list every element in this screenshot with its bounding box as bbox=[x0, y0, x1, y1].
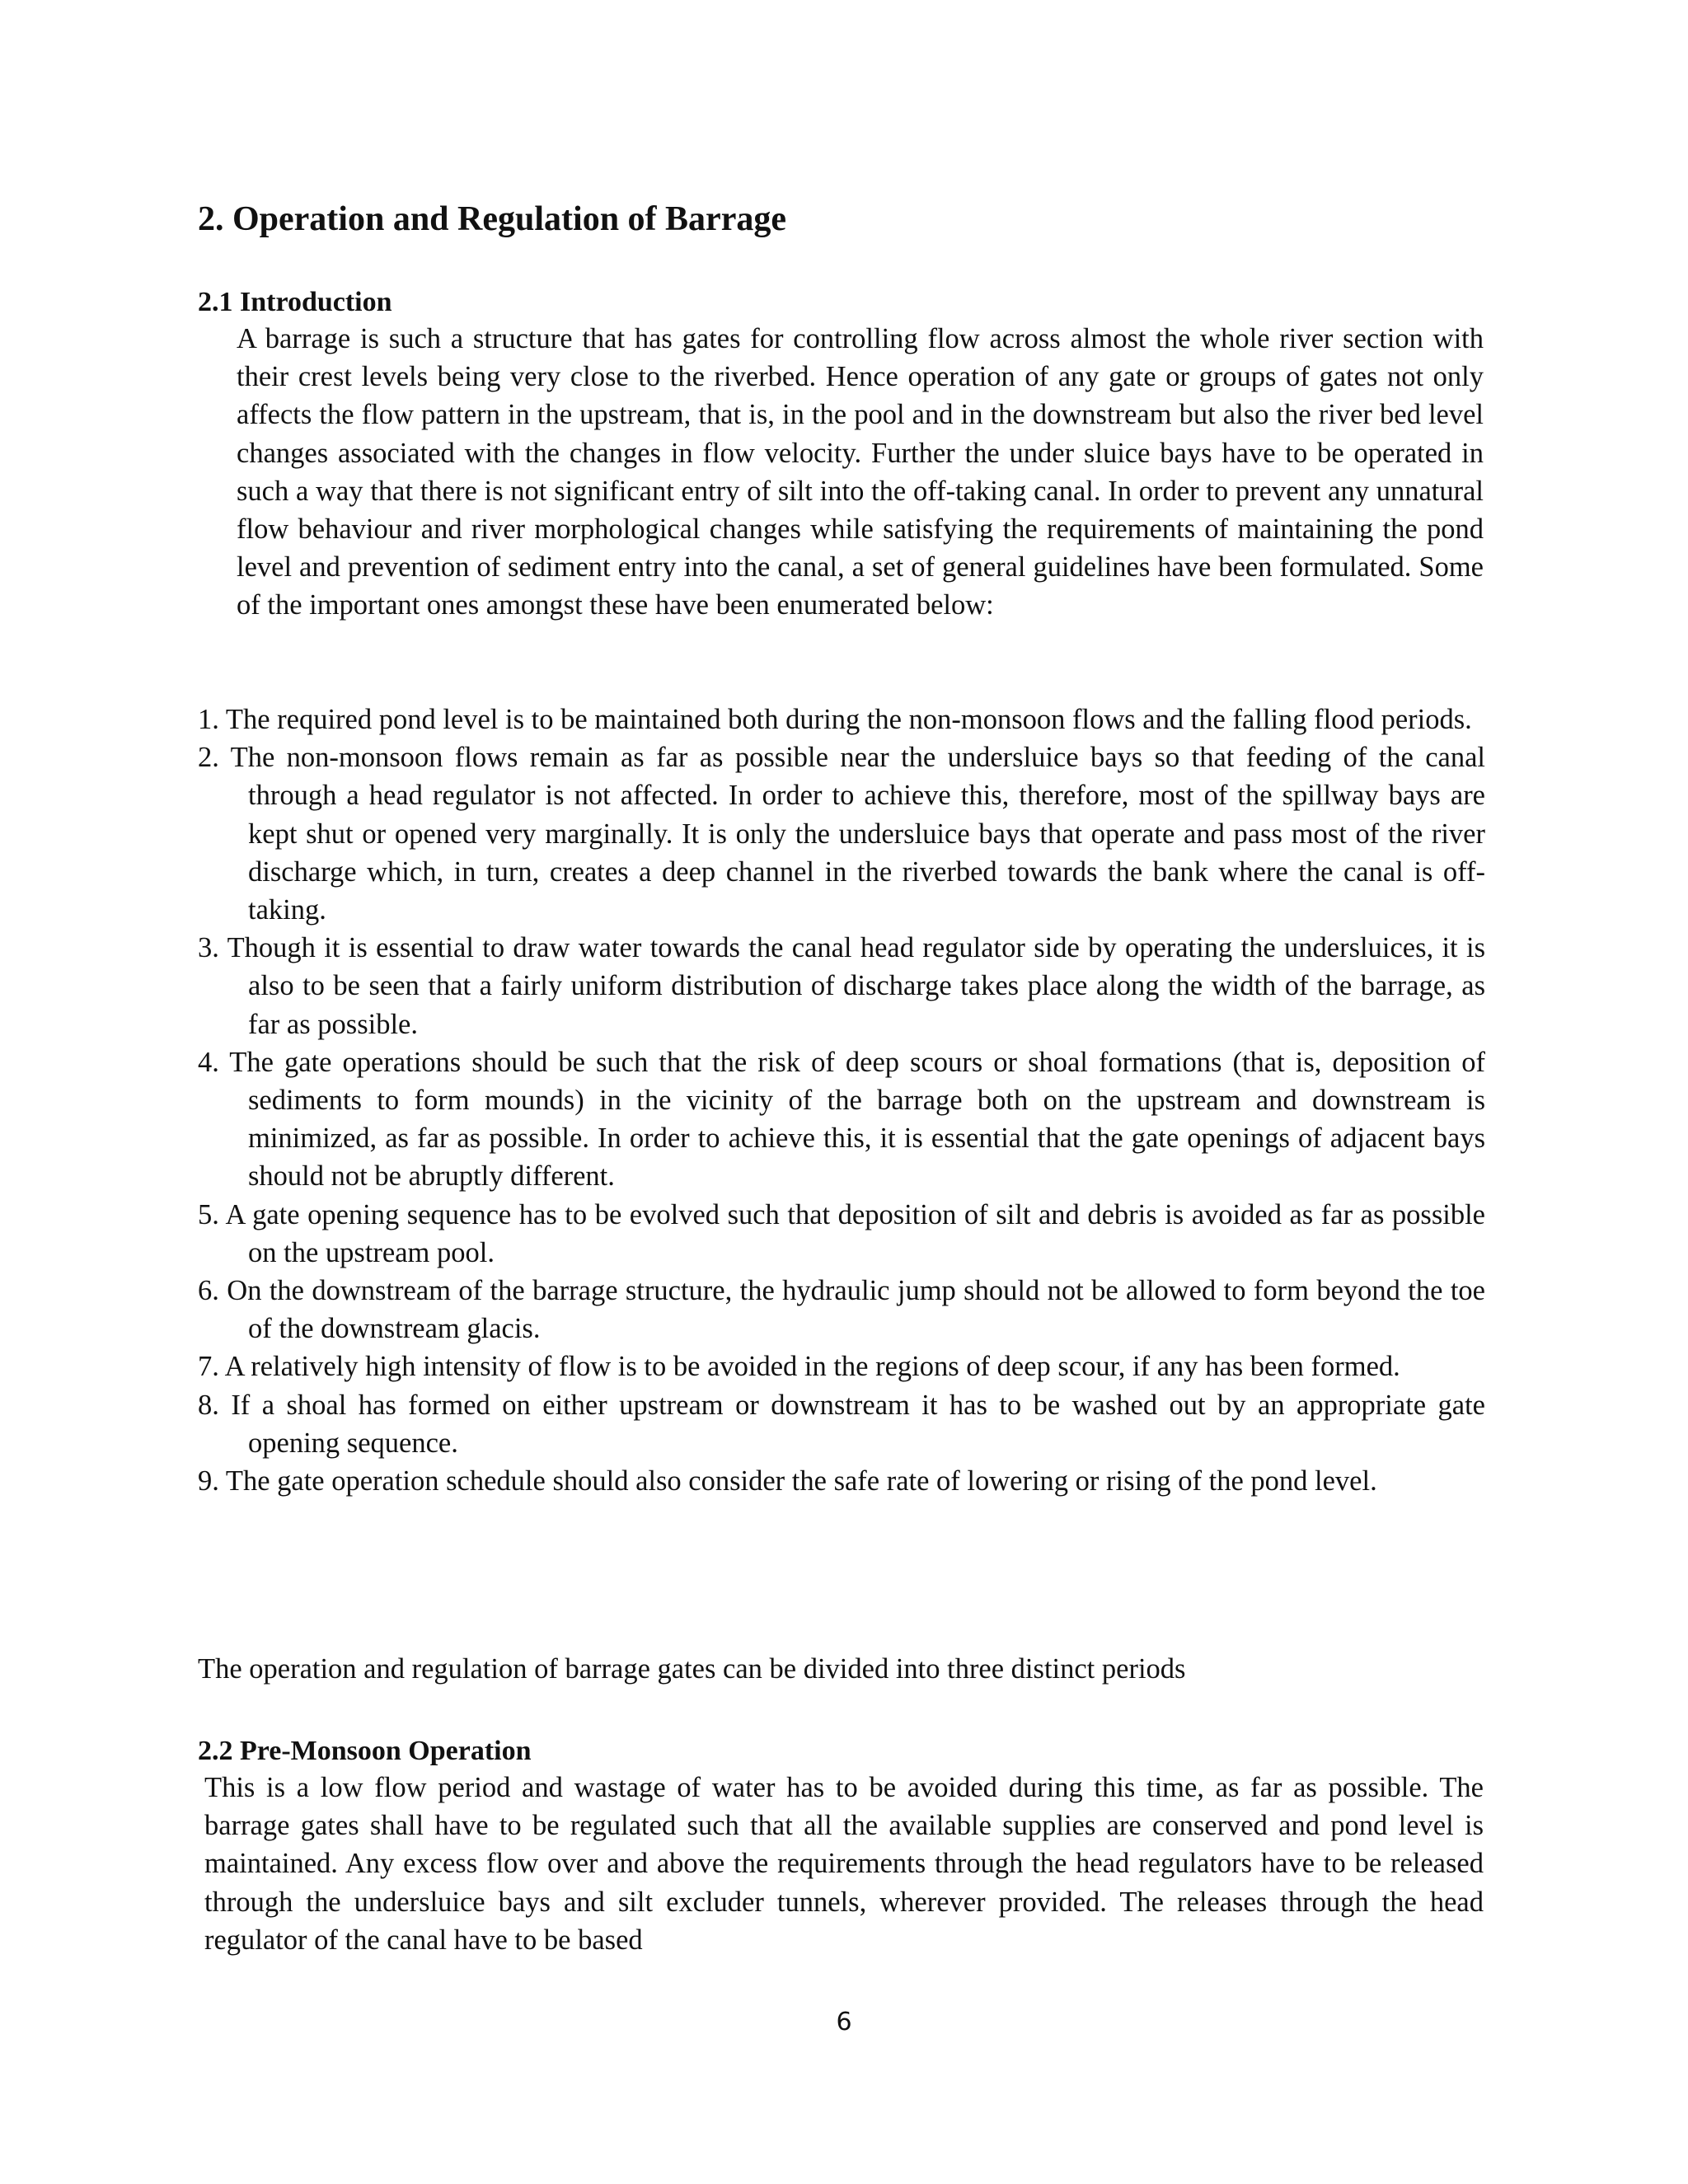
guideline-item: 2. The non-monsoon flows remain as far as possible near the undersluice bays so that feeding of the canal through a head regulator is not affected. In order to achieve this, therefore, most of the spillway bays are kept shut or opened very marginally. It is only the undersluice bays that operate and pass most of the river discharge which, in turn, creates a deep channel in the riverbed towards the bank where the canal is off-taking. bbox=[198, 742, 1485, 926]
guidelines-list bbox=[198, 701, 1485, 1500]
page-number: 6 bbox=[836, 2008, 852, 2036]
guideline-item: 1. The required pond level is to be maintained both during the non-monsoon flows and the falling flood periods. bbox=[198, 704, 1472, 735]
guideline-item: 9. The gate operation schedule should also consider the safe rate of lowering or rising of the pond level. bbox=[198, 1465, 1377, 1497]
guideline-item: 5. A gate opening sequence has to be evolved such that deposition of silt and debris is avoided as far as possible on the upstream pool. bbox=[198, 1198, 1485, 1268]
guideline-item: 7. A relatively high intensity of flow is to be avoided in the regions of deep scour, if any has been formed. bbox=[198, 1351, 1400, 1383]
section-heading-pre-monsoon: 2.2 Pre-Monsoon Operation bbox=[198, 1736, 532, 1766]
pre-monsoon-paragraph: This is a low flow period and wastage of water has to be avoided during this time, as far as possible. The barrage gates shall have to be regulated such that all the available supplies are conserved and pond level is maintained. Any excess flow over and above the requirements through the head regulators have to be released through the undersluice bays and silt excluder tunnels, wherever provided. The releases through the head regulator of the canal have to be based bbox=[204, 1772, 1484, 1956]
guideline-item: 6. On the downstream of the barrage structure, the hydraulic jump should not be allowed to form beyond the toe of the downstream glacis. bbox=[198, 1275, 1485, 1345]
guideline-item: 4. The gate operations should be such that the risk of deep scours or shoal formations (that is, deposition of sediments to form mounds) in the vicinity of the barrage both on the upstream and downstream is minimized, as far as possible. In order to achieve this, it is essential that the gate openings of adjacent bays should not be abruptly different. bbox=[198, 1046, 1485, 1193]
summary-paragraph: The operation and regulation of barrage gates can be divided into three distinct periods bbox=[198, 1653, 1186, 1685]
guideline-item: 3. Though it is essential to draw water towards the canal head regulator side by operating the undersluices, it is also to be seen that a fairly uniform distribution of discharge takes place along the width of the barrage, as far as possible. bbox=[198, 932, 1485, 1040]
guideline-item: 8. If a shoal has formed on either upstream or downstream it has to be washed out by an appropriate gate opening sequence. bbox=[198, 1389, 1485, 1459]
introduction-paragraph: A barrage is such a structure that has gates for controlling flow across almost the whole river section with their crest levels being very close to the riverbed. Hence operation of any gate or groups of gates not only affects the flow pattern in the upstream, that is, in the pool and in the downstream but also the river bed level changes associated with the changes in flow velocity. Further the under sluice bays have to be operated in such a way that there is not significant entry of silt into the off-taking canal. In order to prevent any unnatural flow behaviour and river morphological changes while satisfying the requirements of maintaining the pond level and prevention of sediment entry into the canal, a set of general guidelines have been formulated. Some of the important ones amongst these have been enumerated below: bbox=[237, 323, 1484, 621]
section-heading-introduction: 2.1 Introduction bbox=[198, 287, 392, 317]
chapter-title: 2. Operation and Regulation of Barrage bbox=[198, 200, 786, 238]
